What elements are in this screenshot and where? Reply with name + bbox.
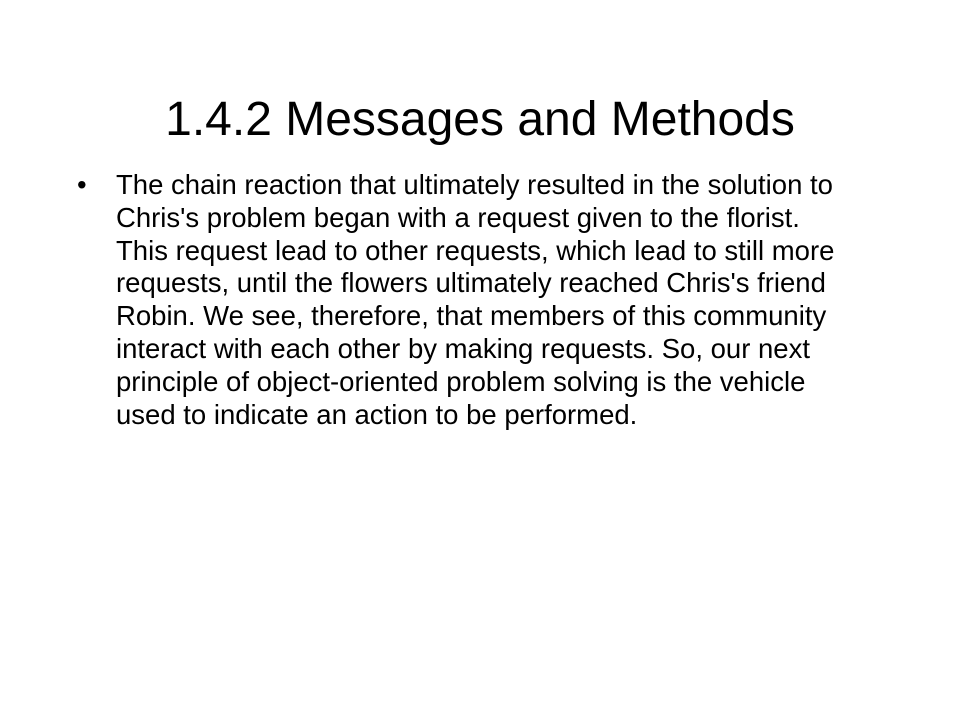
bullet-item [77, 169, 856, 431]
slide-title: 1.4.2 Messages and Methods [165, 93, 795, 146]
bullet-list [77, 169, 856, 431]
bullet-text: The chain reaction that ultimately resulted in the solution to Chris's problem began with a request given to the florist. This request lead to other requests, which lead to still more requests, until the flowers ultimately reached Chris's friend Robin. We see, therefore, that members of this community interact with each other by making requests. So, our next principle of object-oriented problem solving is the vehicle used to indicate an action to be performed. [116, 169, 835, 430]
bullet-marker: • [77, 169, 87, 200]
